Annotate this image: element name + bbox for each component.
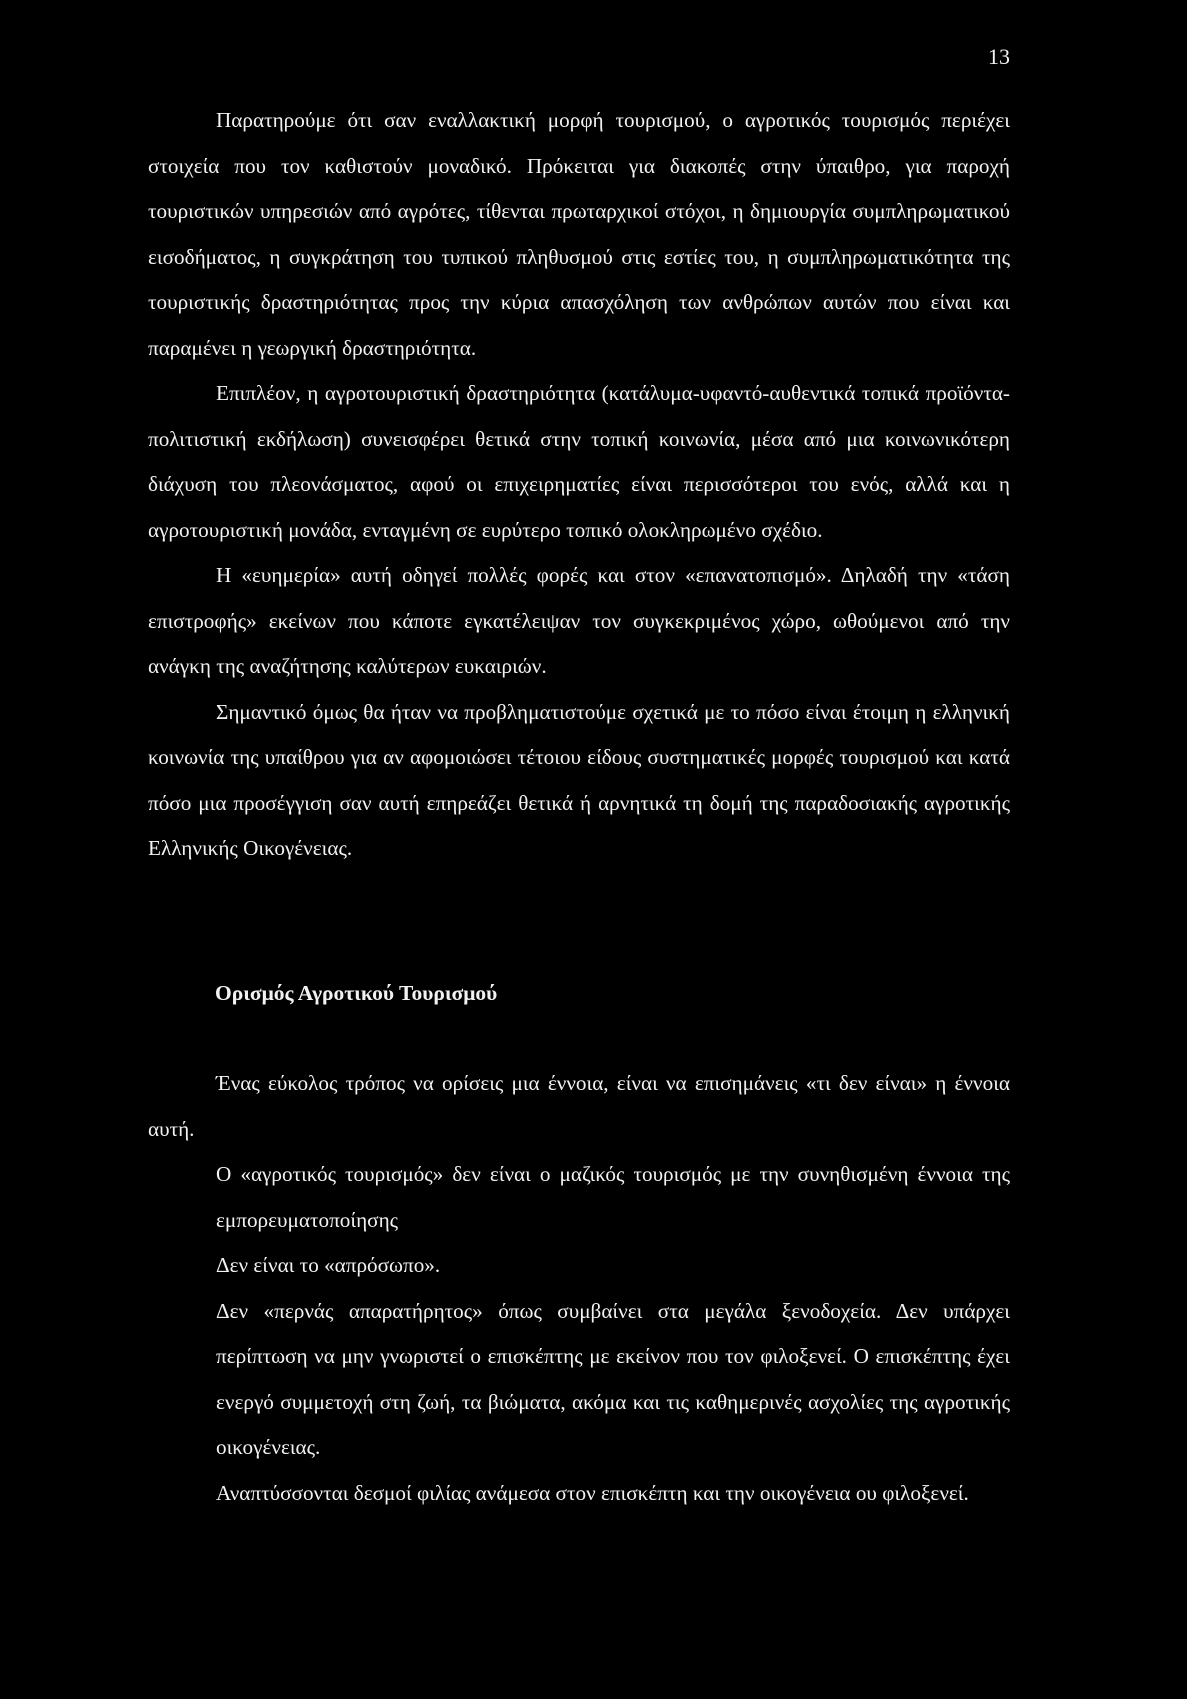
paragraph: Επιπλέον, η αγροτουριστική δραστηριότητα (κατάλυμα-υφαντό-αυθεντικά τοπικά προϊόντα-πολιτιστική εκδήλωση) συνεισφέρει θετικά στην τοπική κοινωνία, μέσα από μια κοινωνικότερη διάχυση του πλεονάσματος, αφού οι επιχειρηματίες είναι περισσότεροι του ενός, αλλά και η αγροτουριστική μονάδα, ενταγμένη σε ευρύτερο τοπικό ολοκληρωμένο σχέδιο. [148, 381, 1010, 542]
body-text-section-2 [148, 1061, 1010, 1516]
section-heading: Ορισμός Αγροτικού Τουρισμού [215, 981, 498, 1005]
page-number: 13 [988, 44, 1010, 69]
paragraph: Παρατηρούμε ότι σαν εναλλακτική μορφή τουρισμού, ο αγροτικός τουρισμός περιέχει στοιχεία που τον καθιστούν μοναδικό. Πρόκειται για διακοπές στην ύπαιθρο, για παροχή τουριστικών υπηρεσιών από αγρότες, τίθενται πρωταρχικοί στόχοι, η δημιουργία συμπληρωματικού εισοδήματος, η συγκράτηση του τυπικού πληθυσμού στις εστίες του, η συμπληρωματικότητα της τουριστικής δραστηριότητας προς την κύρια απασχόληση των ανθρώπων αυτών που είναι και παραμένει η γεωργική δραστηριότητα. [148, 108, 1010, 360]
paragraph: Δεν «περνάς απαρατήρητος» όπως συμβαίνει στα μεγάλα ξενοδοχεία. Δεν υπάρχει περίπτωση να μην γνωριστεί ο επισκέπτης με εκείνον που τον φιλοξενεί. Ο επισκέπτης έχει ενεργό συμμετοχή στη ζωή, τα βιώματα, ακόμα και τις καθημερινές ασχολίες της αγροτικής οικογένειας. [216, 1298, 1010, 1459]
paragraph: Αναπτύσσονται δεσμοί φιλίας ανάμεσα στον επισκέπτη και την οικογένεια ου φιλοξενεί. [216, 1480, 969, 1505]
paragraph: Ο «αγροτικός τουρισμός» δεν είναι ο μαζικός τουρισμός με την συνηθισμένη έννοια της εμπορευματοποίησης [216, 1162, 1010, 1232]
paragraph: Δεν είναι το «απρόσωπο». [216, 1253, 441, 1277]
paragraph: Η «ευημερία» αυτή οδηγεί πολλές φορές και στον «επανατοπισμό». Δηλαδή την «τάση επιστροφής» εκείνων που κάποτε εγκατέλειψαν τον συγκεκριμένος χώρο, ωθούμενοι από την ανάγκη της αναζήτησης καλύτερων ευκαιριών. [148, 563, 1010, 678]
paragraph: Ένας εύκολος τρόπος να ορίσεις μια έννοια, είναι να επισημάνεις «τι δεν είναι» η έννοια αυτή. [148, 1071, 1010, 1141]
body-text-section-1 [148, 98, 1010, 872]
paragraph: Σημαντικό όμως θα ήταν να προβληματιστούμε σχετικά με το πόσο είναι έτοιμη η ελληνική κοινωνία της υπαίθρου για αν αφομοιώσει τέτοιου είδους συστηματικές μορφές τουρισμού και κατά πόσο μια προσέγγιση σαν αυτή επηρεάζει θετικά ή αρνητικά τη δομή της παραδοσιακής αγροτικής Ελληνικής Οικογένειας. [148, 699, 1010, 860]
